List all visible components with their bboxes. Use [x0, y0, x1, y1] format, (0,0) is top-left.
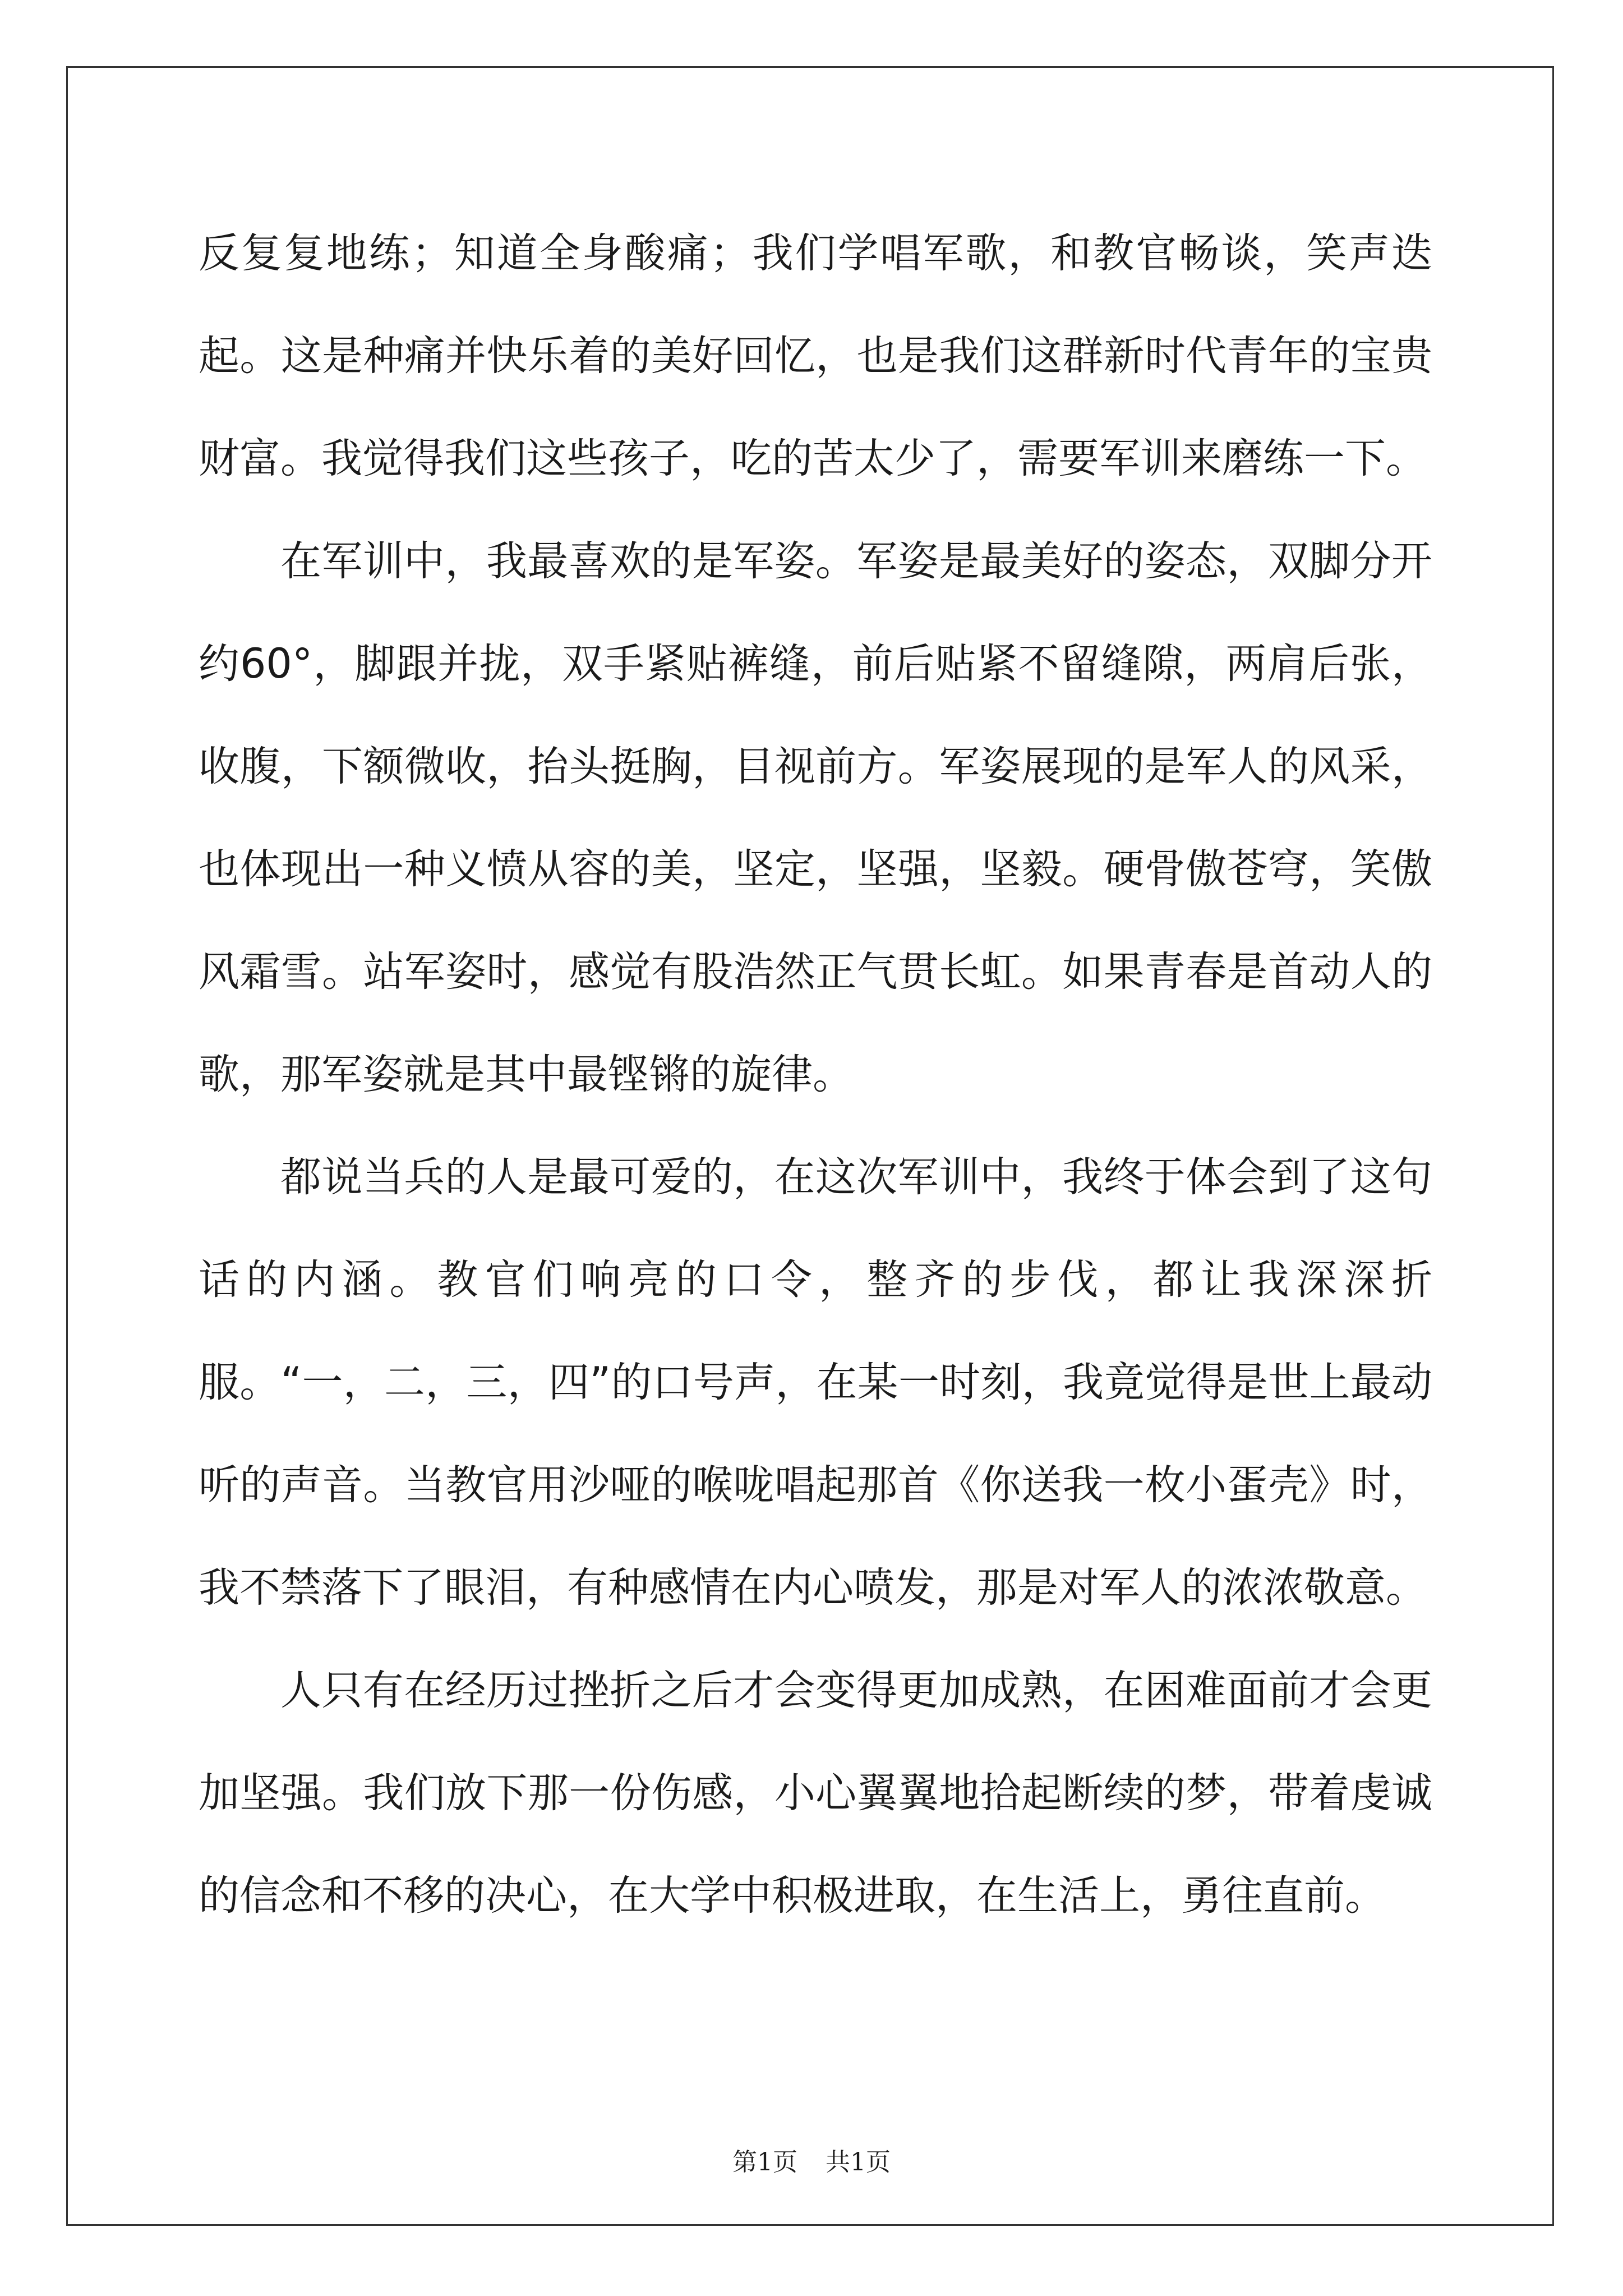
document-body [199, 202, 1432, 1947]
paragraph-2: 在军训中，我最喜欢的是军姿。军姿是最美好的姿态，双脚分开约60°，脚跟并拢，双手紧贴裤缝，前后贴紧不留缝隙，两肩后张，收腹，下额微收，抬头挺胸，目视前方。军姿展现的是军人的风采，也体现出一种义愤从容的美，坚定，坚强，坚毅。硬骨傲苍穹，笑傲风霜雪。站军姿时，感觉有股浩然正气贯长虹。如果青春是首动人的歌，那军姿就是其中最铿锵的旋律。 [199, 537, 1432, 1098]
paragraph-4: 人只有在经历过挫折之后才会变得更加成熟，在困难面前才会更加坚强。我们放下那一份伤感，小心翼翼地拾起断续的梦，带着虔诚的信念和不移的决心，在大学中积极进取，在生活上，勇往直前。 [199, 1667, 1432, 1920]
paragraph-1: 反复复地练；知道全身酸痛；我们学唱军歌，和教官畅谈，笑声迭起。这是种痛并快乐着的美好回忆，也是我们这群新时代青年的宝贵财富。我觉得我们这些孩子，吃的苦太少了，需要军训来磨练一下。 [199, 229, 1432, 482]
page-number: 第1页 [732, 2148, 797, 2177]
page-footer [0, 2142, 1623, 2178]
page-total: 共1页 [826, 2148, 891, 2177]
paragraph-3: 都说当兵的人是最可爱的，在这次军训中，我终于体会到了这句话的内涵。教官们响亮的口令，整齐的步伐，都让我深深折服。“一，二，三，四”的口号声，在某一时刻，我竟觉得是世上最动听的声音。当教官用沙哑的喉咙唱起那首《你送我一枚小蛋壳》时，我不禁落下了眼泪，有种感情在内心喷发，那是对军人的浓浓敬意。 [199, 1153, 1432, 1612]
